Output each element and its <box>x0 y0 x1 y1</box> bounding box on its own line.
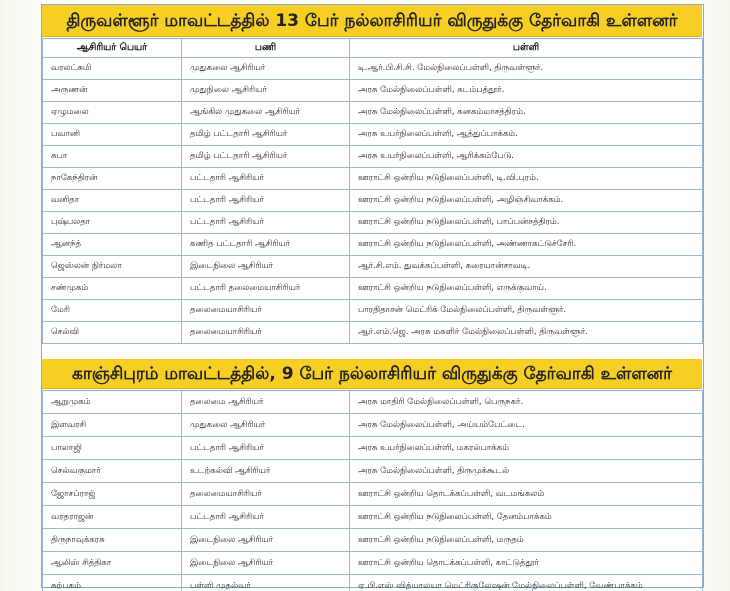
teacher-name-cell: வரதராஜன் <box>43 506 182 529</box>
position-cell: ஆங்கில முதுகலை ஆசிரியர் <box>182 102 350 124</box>
position-cell: பட்டதாரி ஆசிரியர் <box>182 212 350 234</box>
table-row <box>43 168 703 190</box>
column-header-position: பணி <box>182 39 350 58</box>
school-cell: ஊராட்சி ஒன்றிய நடுநிலைப்பள்ளி, மருதம் <box>350 529 703 552</box>
teacher-name-cell: திருநாவுக்கரசு <box>43 529 182 552</box>
school-cell: ஊராட்சி ஒன்றிய நடுநிலைப்பள்ளி, பாப்பன்சத்திரம். <box>350 212 703 234</box>
school-cell: ஊராட்சி ஒன்றிய நடுநிலைப்பள்ளி, டி.வி.புரம். <box>350 168 703 190</box>
position-cell: கணித பட்டதாரி ஆசிரியர் <box>182 234 350 256</box>
teacher-name-cell: வரலட்சுமி <box>43 58 182 80</box>
school-cell: ஆர்.எம்.ஜெ. அரசு மகளிர் மேல்நிலைப்பள்ளி, திருவள்ளூர். <box>350 322 703 344</box>
teacher-name-cell: செல்வகுமார் <box>43 460 182 483</box>
teacher-name-cell: ஆறுமுகம் <box>43 391 182 414</box>
table-row <box>43 529 703 552</box>
school-cell: ஊராட்சி ஒன்றிய தொடக்கப்பள்ளி, வடமங்கலம் <box>350 483 703 506</box>
school-cell: ஏ.பி.எஸ் வித்யாலயா மெட்ரிகுலேஷன் மேல்நிலைப்பள்ளி, வேண்பாக்கம் <box>350 575 703 591</box>
teacher-name-cell: இளவரசி <box>43 414 182 437</box>
table-row <box>43 575 703 591</box>
table-row <box>43 234 703 256</box>
school-cell: ஊராட்சி ஒன்றிய தொடக்கப்பள்ளி, காட்டுத்தூர் <box>350 552 703 575</box>
table-row <box>43 102 703 124</box>
teacher-name-cell: அருணன் <box>43 80 182 102</box>
teacher-name-cell: ஆலிஸ் சித்திகா <box>43 552 182 575</box>
position-cell: பட்டதாரி தலைமையாசிரியர் <box>182 278 350 300</box>
school-cell: அரசு மேல்நிலைப்பள்ளி, கனகம்மாசத்திரம். <box>350 102 703 124</box>
column-header-teacher-name: ஆசிரியர் பெயர் <box>43 39 182 58</box>
table-header-row <box>43 39 703 58</box>
teacher-name-cell: நாகேந்திரன் <box>43 168 182 190</box>
school-cell: ஊராட்சி ஒன்றிய நடுநிலைப்பள்ளி, தேனம்பாக்கம் <box>350 506 703 529</box>
position-cell: இடைநிலை ஆசிரியர் <box>182 256 350 278</box>
table-row <box>43 212 703 234</box>
table-row <box>43 322 703 344</box>
school-cell: அரசு உயர்நிலைப்பள்ளி, ஆரிக்கம்பேடு. <box>350 146 703 168</box>
teacher-name-cell: ஜெஸ்லன் நிர்மலா <box>43 256 182 278</box>
teacher-name-cell: மேரி <box>43 300 182 322</box>
position-cell: முதுநிலை ஆசிரியர் <box>182 80 350 102</box>
column-header-school: பள்ளி <box>350 39 703 58</box>
table-row <box>43 58 703 80</box>
position-cell: பள்ளி முதல்வர் <box>182 575 350 591</box>
teacher-name-cell: புஷ்பலதா <box>43 212 182 234</box>
table-row <box>43 483 703 506</box>
position-cell: தலைமையாசிரியர் <box>182 483 350 506</box>
position-cell: பட்டதாரி ஆசிரியர் <box>182 437 350 460</box>
teacher-name-cell: செல்வி <box>43 322 182 344</box>
table-row <box>43 437 703 460</box>
table-row <box>43 506 703 529</box>
school-cell: டி.ஆர்.பி.சி.சி. மேல்நிலைப்பள்ளி, திருவள்ளூர். <box>350 58 703 80</box>
awards-list-sheet <box>41 4 704 591</box>
kanchipuram-heading: காஞ்சிபுரம் மாவட்டத்தில், 9 பேர் நல்லாசிரியர் விருதுக்கு தேர்வாகி உள்ளனர் <box>42 359 702 389</box>
teacher-name-cell: சுபா <box>43 146 182 168</box>
table-row <box>43 300 703 322</box>
teacher-name-cell: பவானி <box>43 124 182 146</box>
school-cell: ஊராட்சி ஒன்றிய நடுநிலைப்பள்ளி, அண்ணாகட்டுச்சேரி. <box>350 234 703 256</box>
position-cell: பட்டதாரி ஆசிரியர் <box>182 190 350 212</box>
position-cell: முதுகலை ஆசிரியர் <box>182 414 350 437</box>
teacher-name-cell: ஏழுமலை <box>43 102 182 124</box>
table-row <box>43 391 703 414</box>
table-row <box>43 552 703 575</box>
school-cell: அரசு மேல்நிலைப்பள்ளி, அய்யம்பேட்டை. <box>350 414 703 437</box>
school-cell: அரசு உயர்நிலைப்பள்ளி, ஆத்துப்பாக்கம். <box>350 124 703 146</box>
position-cell: பட்டதாரி ஆசிரியர் <box>182 168 350 190</box>
school-cell: பாரதிதாசன் மெட்ரிக் மேல்நிலைப்பள்ளி, திருவள்ளூர். <box>350 300 703 322</box>
school-cell: அரசு மேல்நிலைப்பள்ளி, கடம்பத்தூர். <box>350 80 703 102</box>
position-cell: உடற்கல்வி ஆசிரியர் <box>182 460 350 483</box>
teacher-name-cell: ஜோசப்ராஜ் <box>43 483 182 506</box>
position-cell: முதுகலை ஆசிரியர் <box>182 58 350 80</box>
kanchipuram-table <box>42 390 703 591</box>
table-row <box>43 414 703 437</box>
position-cell: தமிழ் பட்டதாரி ஆசிரியர் <box>182 124 350 146</box>
school-cell: அரசு மாதிரி மேல்நிலைப்பள்ளி, பெருநகர். <box>350 391 703 414</box>
school-cell: அரசு மேல்நிலைப்பள்ளி, திருமுக்கூடல் <box>350 460 703 483</box>
table-row <box>43 146 703 168</box>
school-cell: ஊராட்சி ஒன்றிய நடுநிலைப்பள்ளி, எருக்குவாய். <box>350 278 703 300</box>
position-cell: இடைநிலை ஆசிரியர் <box>182 552 350 575</box>
teacher-name-cell: பாலாஜி <box>43 437 182 460</box>
teacher-name-cell: சுற்பகம் <box>43 575 182 591</box>
position-cell: தமிழ் பட்டதாரி ஆசிரியர் <box>182 146 350 168</box>
teacher-name-cell: வனிதா <box>43 190 182 212</box>
table-row <box>43 80 703 102</box>
position-cell: தலைமையாசிரியர் <box>182 300 350 322</box>
position-cell: பட்டதாரி ஆசிரியர் <box>182 506 350 529</box>
teacher-name-cell: ஆனந்த் <box>43 234 182 256</box>
table-row <box>43 460 703 483</box>
teacher-name-cell: சண்முகம் <box>43 278 182 300</box>
position-cell: தலைமையாசிரியர் <box>182 322 350 344</box>
table-row <box>43 256 703 278</box>
school-cell: ஊராட்சி ஒன்றிய நடுநிலைப்பள்ளி, அழிஞ்சிவாக்கம். <box>350 190 703 212</box>
table-row <box>43 278 703 300</box>
position-cell: தலைமை ஆசிரியர் <box>182 391 350 414</box>
school-cell: ஆர்.சி.எம். துவக்கப்பள்ளி, கரையான்சாவடி. <box>350 256 703 278</box>
position-cell: இடைநிலை ஆசிரியர் <box>182 529 350 552</box>
tiruvallur-table <box>42 38 703 344</box>
tiruvallur-heading: திருவள்ளூர் மாவட்டத்தில் 13 பேர் நல்லாசிரியர் விருதுக்கு தேர்வாகி உள்ளனர் <box>42 5 702 37</box>
table-row <box>43 124 703 146</box>
table-row <box>43 190 703 212</box>
school-cell: அரசு உயர்நிலைப்பள்ளி, மகரல்பாக்கம் <box>350 437 703 460</box>
